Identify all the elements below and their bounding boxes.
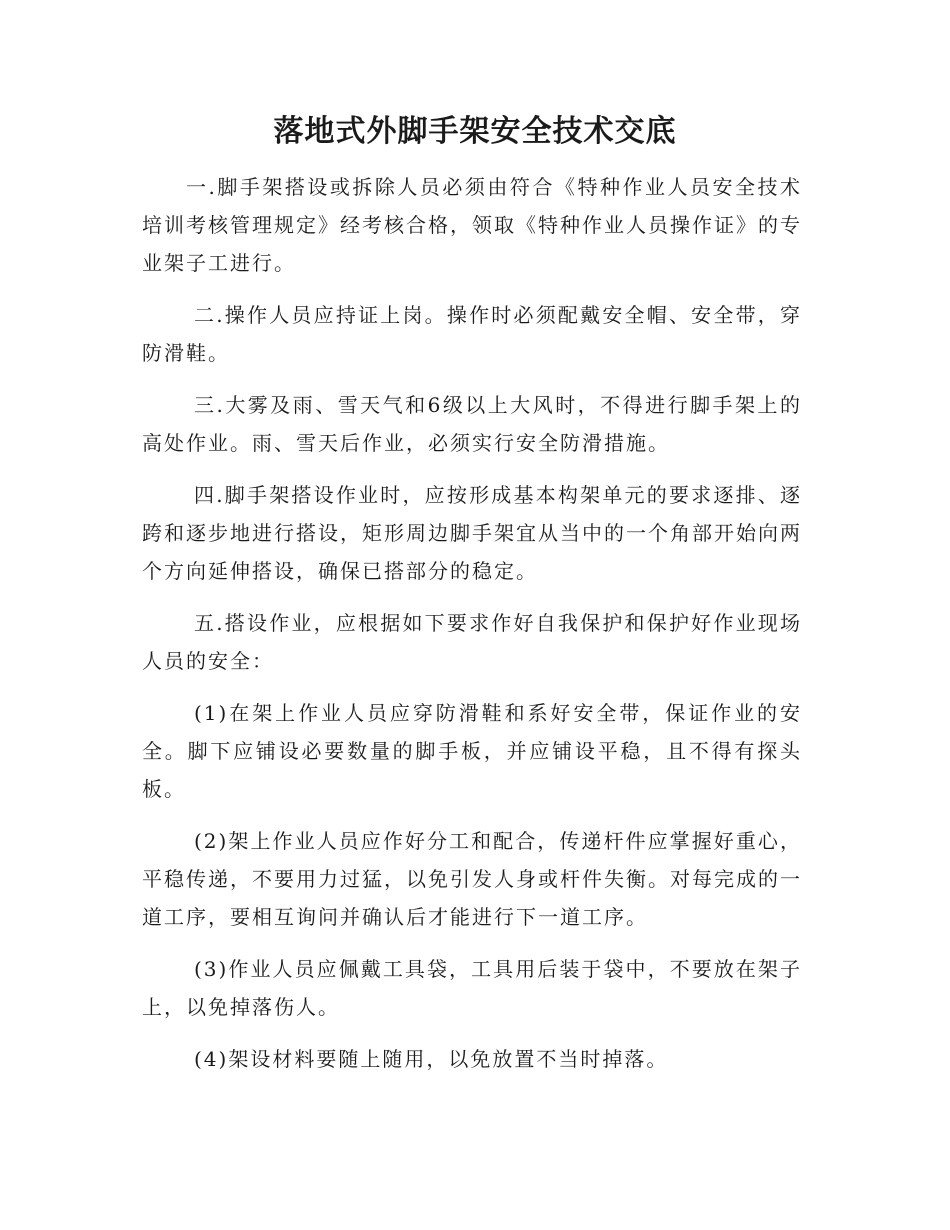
paragraph-9: (4)架设材料要随上随用，以免放置不当时掉落。 [194,1047,669,1071]
paragraph-3: 三.大雾及雨、雪天气和6级以上大风时，不得进行脚手架上的高处作业。雨、雪天后作业，必须实行安全防滑措施。 [142,393,802,455]
document-body [142,168,802,1092]
paragraph-5: 五.搭设作业，应根据如下要求作好自我保护和保护好作业现场人员的安全： [142,611,802,673]
paragraph-7: (2)架上作业人员应作好分工和配合，传递杆件应掌握好重心，平稳传递，不要用力过猛，以免引发人身或杆件失衡。对每完成的一道工序，要相互询问并确认后才能进行下一道工序。 [142,829,802,929]
paragraph-4: 四.脚手架搭设作业时，应按形成基本构架单元的要求逐排、逐跨和逐步地进行搭设，矩形周边脚手架宜从当中的一个角部开始向两个方向延伸搭设，确保已搭部分的稳定。 [142,483,802,583]
paragraph-2: 二.操作人员应持证上岗。操作时必须配戴安全帽、安全带，穿防滑鞋。 [142,303,802,365]
paragraph-8: (3)作业人员应佩戴工具袋，工具用后装于袋中，不要放在架子上，以免掉落伤人。 [142,957,802,1019]
paragraph-1: 一.脚手架搭设或拆除人员必须由符合《特种作业人员安全技术培训考核管理规定》经考核合格，领取《特种作业人员操作证》的专业架子工进行。 [142,175,802,275]
paragraph-6: (1)在架上作业人员应穿防滑鞋和系好安全带，保证作业的安全。脚下应铺设必要数量的脚手板，并应铺设平稳，且不得有探头板。 [142,701,802,801]
document-title: 落地式外脚手架安全技术交底 [273,114,677,149]
